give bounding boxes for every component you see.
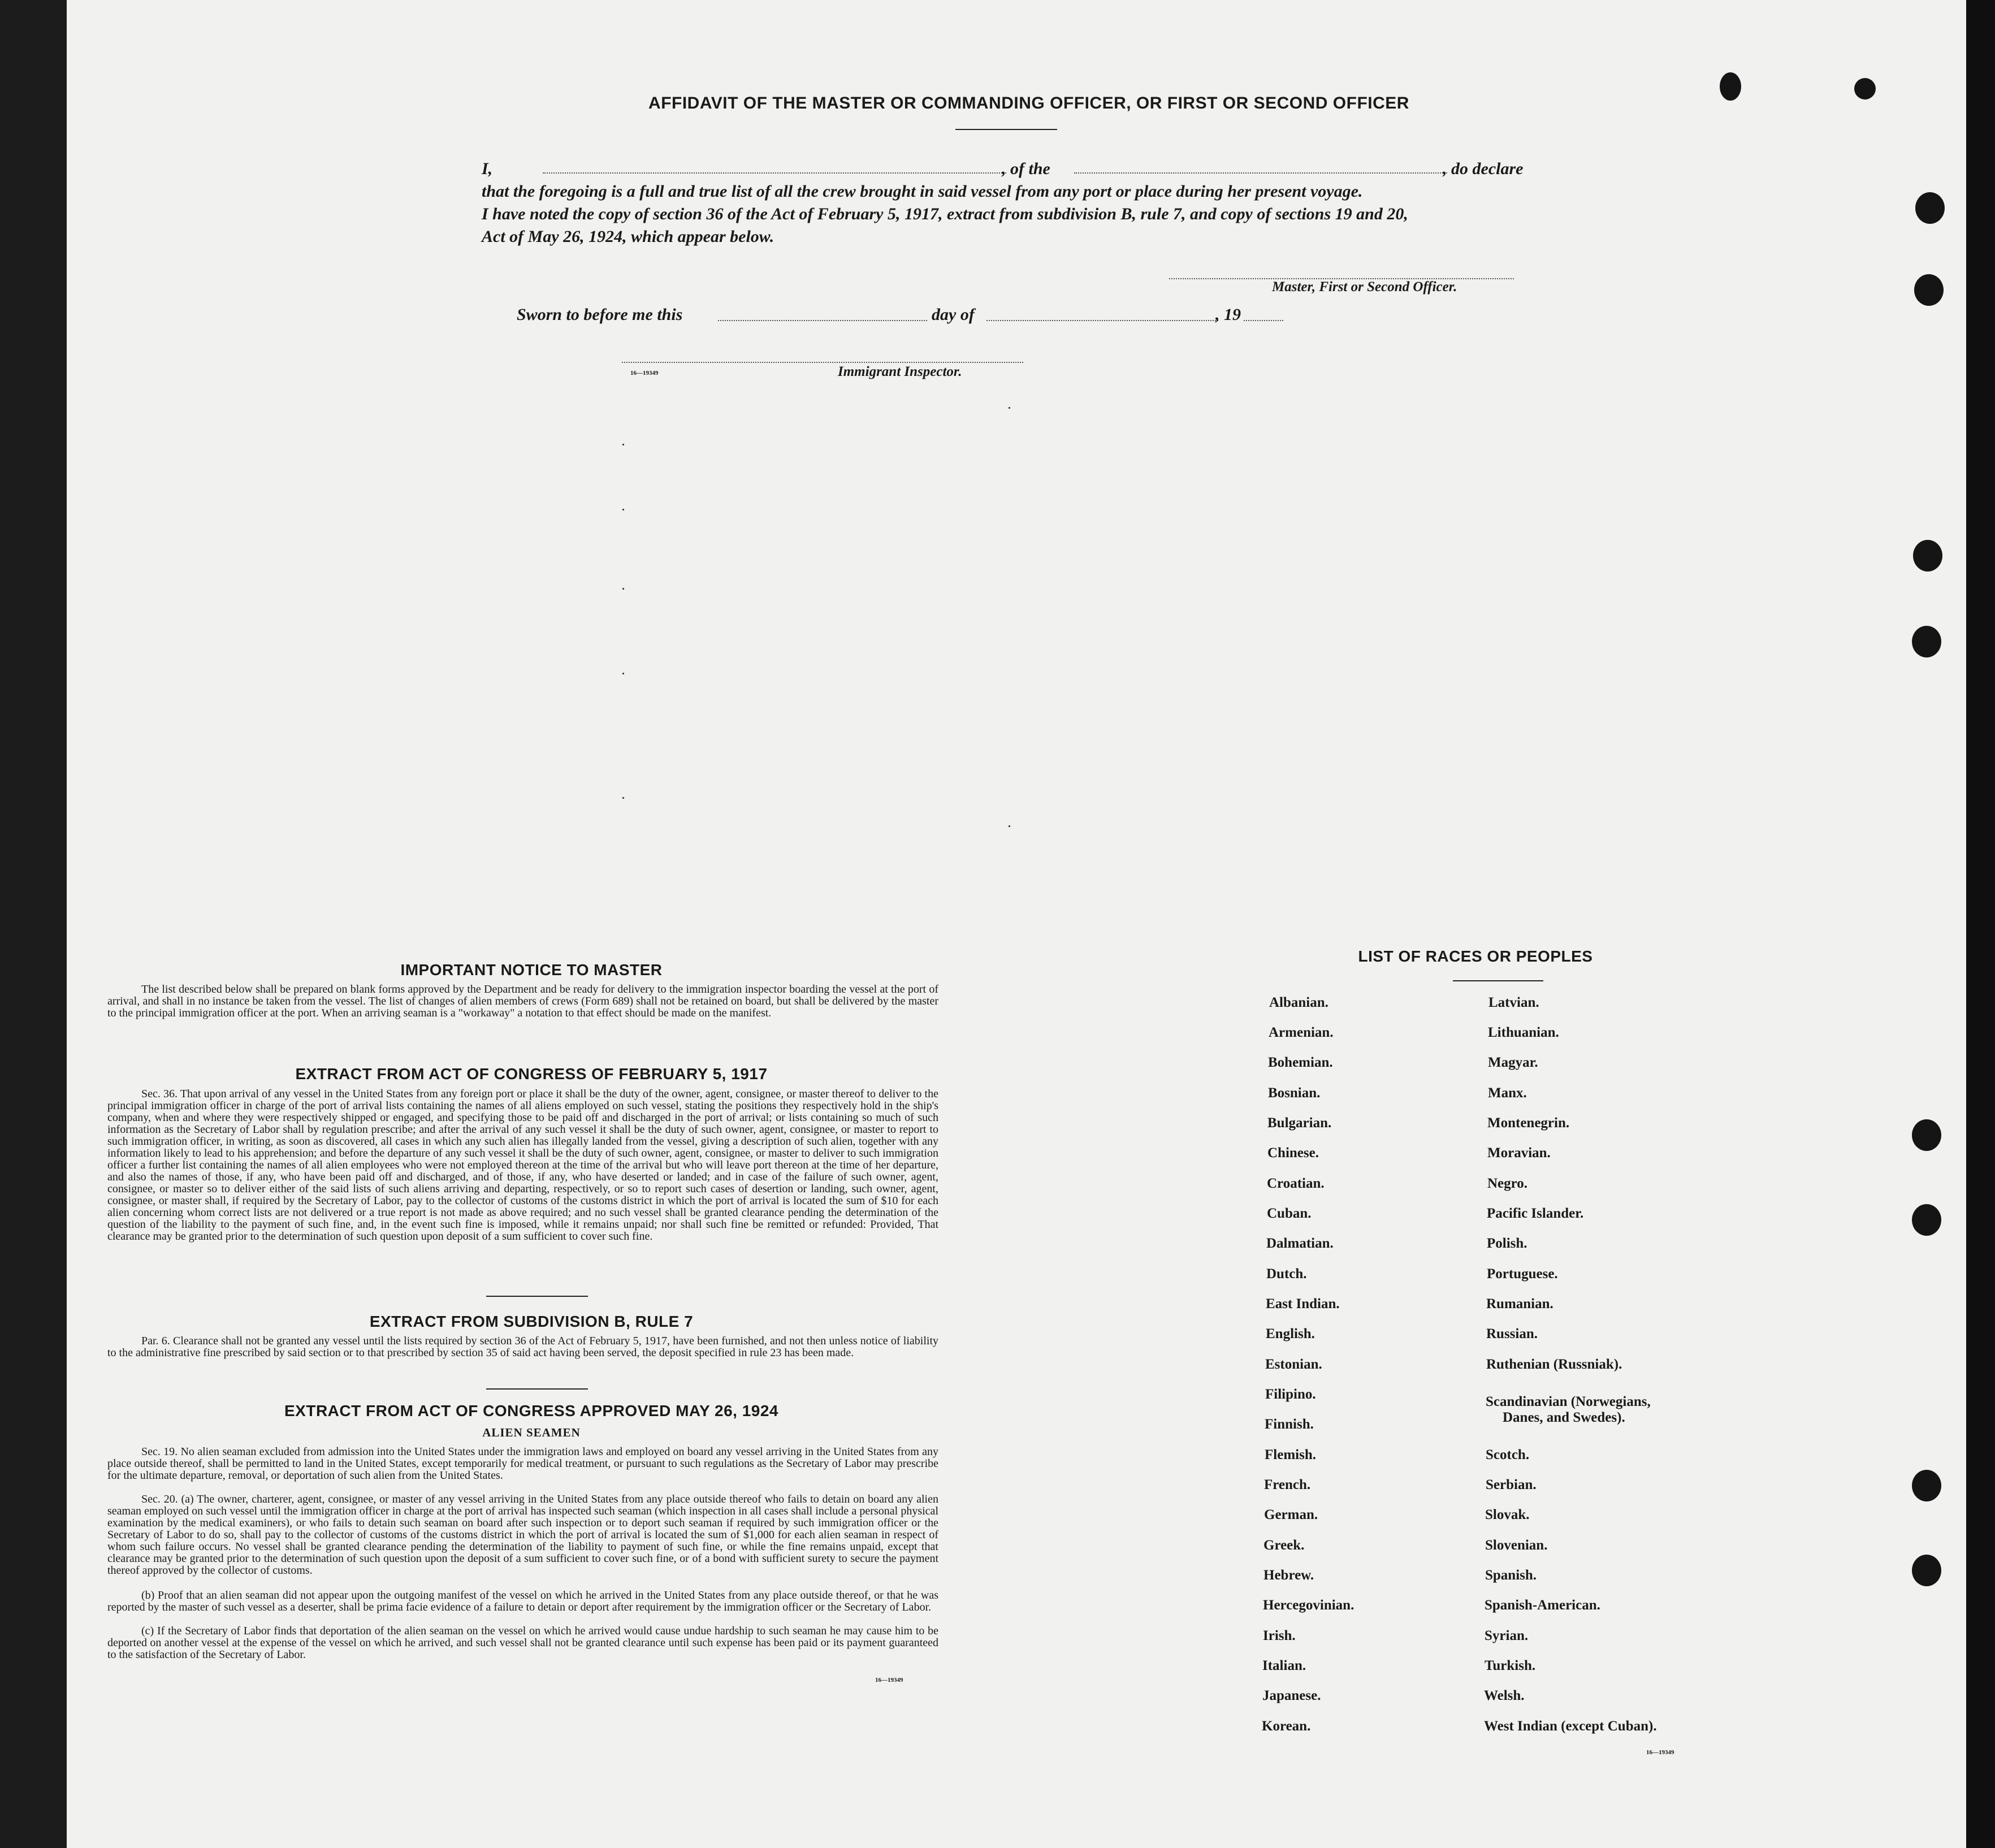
sworn-day-of: day of <box>932 305 975 324</box>
vessel-field[interactable] <box>1074 172 1447 174</box>
race-item: Filipino. <box>1265 1387 1316 1402</box>
race-item: English. <box>1266 1326 1315 1341</box>
form-number: 16—19349 <box>1646 1749 1674 1756</box>
race-item: Chinese. <box>1267 1145 1319 1161</box>
extract-1924-sec20a: Sec. 20. (a) The owner, charterer, agent, consignee, or master of any vessel arriving in the United States from any place outside thereof who fails to detain on board any alien seaman employed on such vessel until the immigration officer in charge at the port of arrival has inspected such seaman (which inspection in all cases shall include a personal physical examination by the medical examiners), or who fails to detain such seaman on board after such inspection or to deport such seaman if required by such immigration officer or the Secretary of Labor to do so, shall pay to the collector of customs of the customs district in which the port of arrival is located the sum of $1,000 for each alien seaman in respect of whom such failure occurs. No vessel shall be granted clearance pending the determination of the liability to payment of such fine, or while the fine remains unpaid, except that clearance may be granted prior to the determination of such question upon the deposit of a sum sufficient to cover such fine, or of a bond with sufficient surety to secure the payment thereof approved by the collector of customs. <box>107 1493 938 1577</box>
title-rule <box>955 129 1057 130</box>
race-item: Syrian. <box>1485 1628 1529 1643</box>
affidavit-of-the: , of the <box>1002 159 1050 178</box>
extract-1924-subtitle: ALIEN SEAMEN <box>482 1426 581 1439</box>
race-item: Finnish. <box>1265 1417 1314 1432</box>
race-item: Scandinavian (Norwegians, <box>1486 1394 1651 1409</box>
race-item: Spanish. <box>1485 1568 1537 1583</box>
scan-mark <box>622 509 624 510</box>
race-item: Bosnian. <box>1268 1085 1321 1101</box>
extract-1917-text: Sec. 36. That upon arrival of any vessel in the United States from any foreign port or place it shall be the duty of the owner, agent, consignee, or master thereof to deliver to the principal immigration officer in charge of the port of arrival lists containing the names of all aliens employed on such vessel, stating the positions they respectively hold in the ship's company, when and where they were respectively shipped or engaged, and specifying those to be paid off and discharged in the port of arrival; or lists containing so much of such information as the Secretary of Labor shall by regulation prescribe; and after the arrival of any such vessel it shall be the duty of such owner, agent, consignee, or master to report to such immigration officer, in writing, as soon as discovered, all cases in which any such alien has illegally landed from the vessel, giving a description of such alien, together with any information likely to lead to his apprehension; and before the departure of any such vessel it shall be the duty of such owner, agent, consignee, or master to deliver to such immigration officer a further list containing the names of all alien employees who were not employed thereon at the time of the arrival but who will leave port thereon at the time of her departure, and also the names of those, if any, who have been paid off and discharged, and of those, if any, who have deserted or landed; and in case of the failure of such owner, agent, consignee, or master so to deliver either of the said lists of such aliens arriving and departing, respectively, or so to report such cases of desertion or landing, such owner, agent, consignee, or master shall, if required by the Secretary of Labor, pay to the collector of customs of the customs district in which the port of arrival is located the sum of $10 for each alien concerning whom correct lists are not delivered or a true report is not made as above required; and no such vessel shall be granted clearance pending the determination of the question of the liability to the payment of such fine, and, in the event such fine is imposed, while it remains unpaid; nor shall such fine be remitted or refunded: Provided, That clearance may be granted prior to the determination of such question upon deposit of a sum sufficient to cover such fine. <box>107 1088 938 1243</box>
affidavit-line2: that the foregoing is a full and true list of all the crew brought in said vessel from any port or place during her present voyage. <box>482 182 1363 201</box>
race-item: Scotch. <box>1486 1447 1530 1462</box>
scan-mark <box>622 797 624 799</box>
inspector-label: Immigrant Inspector. <box>838 364 962 379</box>
race-item: Bohemian. <box>1268 1055 1333 1070</box>
extract-1924-title: EXTRACT FROM ACT OF CONGRESS APPROVED MAY 26, 1924 <box>284 1402 778 1419</box>
sworn-label: Sworn to before me this <box>517 305 683 324</box>
extract-rule7-title: EXTRACT FROM SUBDIVISION B, RULE 7 <box>369 1313 694 1330</box>
race-item: Manx. <box>1488 1085 1527 1101</box>
race-item: Hercegovinian. <box>1263 1598 1354 1613</box>
extract-1917-title: EXTRACT FROM ACT OF CONGRESS OF FEBRUARY 5, 1917 <box>295 1065 768 1083</box>
extract-1924-sec20b: (b) Proof that an alien seaman did not appear upon the outgoing manifest of the vessel on which he arrived in the United States from any place outside thereof, or that he was reported by the master of such vessel as a deserter, shall be prima facie evidence of a failure to detain or deport after requirement by the immigration officer or the Secretary of Labor. <box>107 1589 938 1613</box>
sworn-month-field[interactable] <box>986 320 1218 321</box>
race-item: Turkish. <box>1485 1658 1536 1673</box>
race-item: Korean. <box>1262 1719 1311 1734</box>
binder-hole <box>1914 274 1944 306</box>
race-item: German. <box>1264 1507 1318 1522</box>
race-item: Latvian. <box>1488 995 1539 1010</box>
divider <box>486 1388 588 1390</box>
punch-mark <box>1854 78 1876 99</box>
divider <box>486 1296 588 1297</box>
race-item: French. <box>1264 1477 1311 1492</box>
race-item: Cuban. <box>1267 1206 1312 1221</box>
extract-rule7-text: Par. 6. Clearance shall not be granted any vessel until the lists required by section 36 of the Act of February 5, 1917, have been furnished, and not then unless notice of liability to the administrative fine prescribed by said section or to that prescribed by section 35 of said act having been served, the deposit specified in rule 23 has been made. <box>107 1335 938 1359</box>
binder-hole <box>1912 1204 1941 1236</box>
signature-label: Master, First or Second Officer. <box>1272 279 1457 295</box>
race-item: Greek. <box>1263 1538 1305 1553</box>
race-item: Japanese. <box>1262 1688 1321 1703</box>
scan-mark <box>1009 825 1010 827</box>
race-item: Albanian. <box>1269 995 1328 1010</box>
race-item: Estonian. <box>1265 1357 1322 1372</box>
notice-title: IMPORTANT NOTICE TO MASTER <box>400 961 663 979</box>
form-number: 16—19349 <box>875 1677 903 1683</box>
notice-text: The list described below shall be prepared on blank forms approved by the Department and be ready for delivery to the immigration inspector boarding the vessel at the port of arrival, and shall in no instance be taken from the vessel. The list of changes of alien members of crews (Form 689) shall not be retained on board, but shall be delivered by the master to the principal immigration officer at the port. When an arriving seaman is a "workaway" a notation to that effect should be made on the manifest. <box>107 983 938 1019</box>
binder-hole <box>1912 1555 1941 1586</box>
race-item: Ruthenian (Russniak). <box>1486 1357 1622 1372</box>
race-item: Hebrew. <box>1263 1568 1314 1583</box>
sworn-day-field[interactable] <box>718 320 927 321</box>
race-item: Irish. <box>1263 1628 1296 1643</box>
race-item: Russian. <box>1486 1326 1538 1341</box>
race-item: Lithuanian. <box>1488 1025 1559 1040</box>
binder-hole <box>1912 1470 1941 1501</box>
scan-mark <box>1009 407 1010 409</box>
race-item: Magyar. <box>1488 1055 1538 1070</box>
race-item: Portuguese. <box>1487 1266 1558 1282</box>
affidavit-title: AFFIDAVIT OF THE MASTER OR COMMANDING OFFICER, OR FIRST OR SECOND OFFICER <box>648 94 1409 112</box>
race-item: Welsh. <box>1484 1688 1525 1703</box>
race-item: Danes, and Swedes). <box>1503 1410 1625 1425</box>
race-item: Spanish-American. <box>1485 1598 1600 1613</box>
affidavit-i: I, <box>482 159 493 178</box>
races-title: LIST OF RACES OR PEOPLES <box>1358 947 1593 965</box>
race-item: Montenegrin. <box>1487 1115 1570 1131</box>
affidavit-line3: I have noted the copy of section 36 of the Act of February 5, 1917, extract from subdivision B, rule 7, and copy of sections 19 and 20, <box>482 205 1408 223</box>
scan-mark <box>622 673 624 674</box>
scan-edge <box>1966 0 1995 1848</box>
affidavit-declare: , do declare <box>1443 159 1524 178</box>
extract-1924-sec20c: (c) If the Secretary of Labor finds that deportation of the alien seaman on the vessel on which he arrived would cause undue hardship to such seaman he may cause him to be deported on another vessel at the expense of the vessel on which he arrived, and such vessel shall not be granted clearance until such expense has been paid or its payment guaranteed to the satisfaction of the Secretary of Labor. <box>107 1625 938 1661</box>
race-item: Dutch. <box>1266 1266 1307 1282</box>
race-item: Bulgarian. <box>1267 1115 1332 1131</box>
race-item: Rumanian. <box>1486 1296 1553 1312</box>
race-item: Slovak. <box>1485 1507 1530 1522</box>
binder-hole <box>1912 626 1941 657</box>
race-item: Pacific Islander. <box>1487 1206 1584 1221</box>
races-rule <box>1453 980 1543 981</box>
affidavit-line4: Act of May 26, 1924, which appear below. <box>482 227 774 246</box>
binder-hole <box>1915 192 1945 224</box>
extract-1924-sec19: Sec. 19. No alien seaman excluded from admission into the United States under the immigration laws and employed on board any vessel arriving in the United States from any place outside thereof, shall be permitted to land in the United States, except temporarily for medical treatment, or pursuant to such regulations as the Secretary of Labor may prescribe for the ultimate departure, removal, or deportation of such alien from the United States. <box>107 1445 938 1482</box>
binder-hole <box>1913 540 1942 572</box>
race-item: West Indian (except Cuban). <box>1484 1719 1657 1734</box>
name-field[interactable] <box>543 172 1006 174</box>
race-item: Dalmatian. <box>1266 1236 1334 1251</box>
form-number: 16—19349 <box>630 370 659 376</box>
race-item: Serbian. <box>1486 1477 1537 1492</box>
race-item: Flemish. <box>1265 1447 1316 1462</box>
scan-mark <box>622 588 624 590</box>
sworn-year: , 19 <box>1215 305 1241 324</box>
scan-mark <box>622 444 624 445</box>
race-item: East Indian. <box>1266 1296 1340 1312</box>
race-item: Negro. <box>1487 1176 1528 1191</box>
race-item: Croatian. <box>1267 1176 1325 1191</box>
race-item: Italian. <box>1262 1658 1306 1673</box>
punch-mark <box>1720 72 1741 101</box>
sworn-year-field[interactable] <box>1244 320 1283 321</box>
inspector-signature-field[interactable] <box>622 362 1023 363</box>
binder-hole <box>1912 1119 1941 1151</box>
race-item: Moravian. <box>1487 1145 1551 1161</box>
race-item: Slovenian. <box>1485 1538 1548 1553</box>
race-item: Polish. <box>1487 1236 1527 1251</box>
race-item: Armenian. <box>1269 1025 1334 1040</box>
